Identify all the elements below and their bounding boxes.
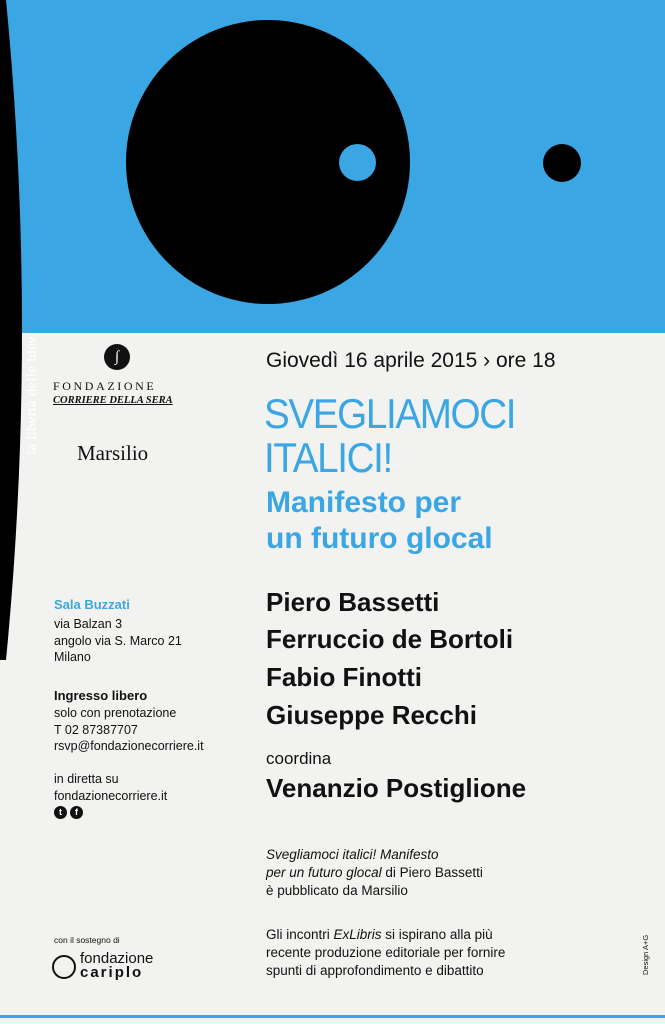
exlibris-line: recente produzione editoriale per fornire bbox=[266, 945, 506, 960]
support-label: con il sostegno di bbox=[54, 935, 120, 945]
event-title-line2: ITALICI! bbox=[264, 434, 392, 481]
venue-line: Milano bbox=[54, 650, 91, 664]
fondazione-logo-icon: ∫ bbox=[104, 344, 130, 370]
book-note-line bbox=[266, 846, 483, 864]
design-credit: Design A+G bbox=[641, 934, 650, 975]
rsvp-email[interactable]: rsvp@fondazionecorriere.it bbox=[54, 739, 204, 753]
speaker-name: Piero Bassetti bbox=[266, 587, 440, 617]
bottom-rule bbox=[0, 1015, 665, 1018]
sponsor-name: fondazione bbox=[80, 950, 154, 967]
small-black-circle bbox=[543, 144, 581, 182]
event-subtitle-line2: un futuro glocal bbox=[266, 522, 493, 555]
entry-title: Ingresso libero bbox=[54, 688, 148, 703]
side-motto: la libertà delle idee bbox=[24, 336, 40, 455]
speaker-name: Ferruccio de Bortoli bbox=[266, 624, 514, 654]
exlibris-text: si ispirano alla più bbox=[381, 927, 493, 942]
book-note-line bbox=[266, 864, 483, 882]
coordinator-label: coordina bbox=[266, 749, 332, 768]
live-site-link[interactable]: fondazionecorriere.it bbox=[54, 788, 168, 803]
book-note-line: è pubblicato da Marsilio bbox=[266, 883, 408, 898]
venue-address bbox=[54, 616, 182, 666]
event-date: Giovedì 16 aprile 2015 › ore 18 bbox=[266, 349, 556, 372]
coordinator-name: Venanzio Postiglione bbox=[266, 773, 527, 803]
speaker-name: Giuseppe Recchi bbox=[266, 700, 477, 730]
exlibris-text: Gli incontri bbox=[266, 927, 334, 942]
fondazione-sub: CORRIERE DELLA SERA bbox=[53, 395, 173, 406]
book-title-part: per un futuro glocal bbox=[266, 865, 382, 880]
event-title-line1: SVEGLIAMOCI bbox=[264, 390, 516, 437]
exlibris-line: spunti di approfondimento e dibattito bbox=[266, 963, 484, 978]
live-info bbox=[54, 771, 167, 804]
entry-line: solo con prenotazione bbox=[54, 706, 177, 720]
publisher-name: Marsilio bbox=[77, 441, 149, 465]
blue-header-band bbox=[0, 0, 665, 333]
entry-info bbox=[54, 705, 204, 755]
venue-line: angolo via S. Marco 21 bbox=[54, 633, 182, 648]
sponsor-name-2: cariplo bbox=[80, 964, 144, 981]
live-label: in diretta su bbox=[54, 772, 119, 786]
book-note bbox=[266, 846, 483, 900]
book-title-part: Svegliamoci italici! Manifesto bbox=[266, 847, 439, 862]
venue-name: Sala Buzzati bbox=[54, 597, 130, 612]
twitter-icon[interactable]: t bbox=[54, 806, 67, 819]
exlibris-line bbox=[266, 926, 505, 944]
facebook-icon[interactable]: f bbox=[70, 806, 83, 819]
cariplo-logo-icon bbox=[52, 955, 76, 979]
social-icons bbox=[54, 806, 86, 824]
venue-line: via Balzan 3 bbox=[54, 617, 123, 631]
speaker-name: Fabio Finotti bbox=[266, 662, 422, 692]
fondazione-name: FONDAZIONE bbox=[53, 379, 157, 393]
exlibris-brand: ExLibris bbox=[333, 927, 382, 942]
inner-blue-circle bbox=[339, 144, 376, 181]
book-author: di Piero Bassetti bbox=[381, 865, 483, 880]
phone-number: T 02 87387707 bbox=[54, 722, 138, 737]
exlibris-note bbox=[266, 926, 505, 980]
left-black-arc bbox=[0, 0, 40, 1024]
event-subtitle-line1: Manifesto per bbox=[266, 486, 462, 519]
